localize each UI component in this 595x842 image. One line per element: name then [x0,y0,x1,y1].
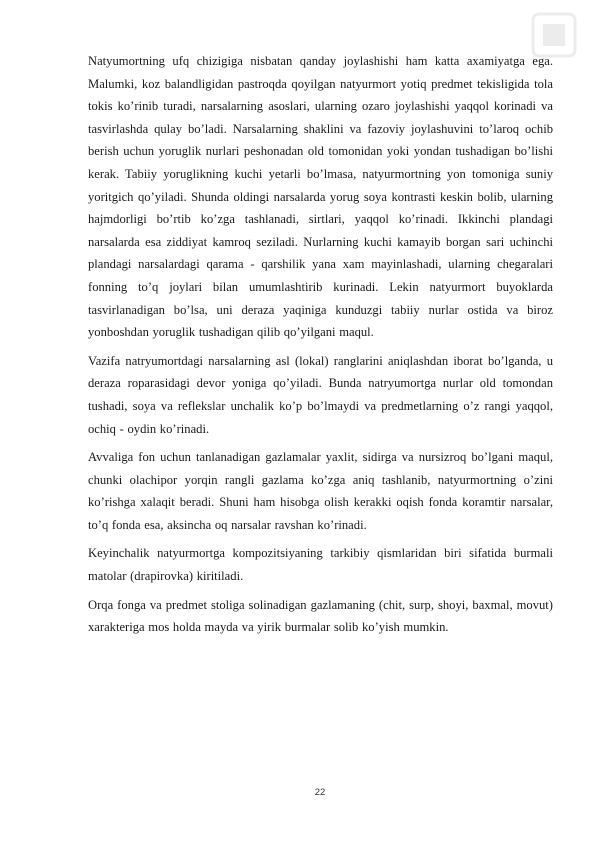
paragraph-3: Avvaliga fon uchun tanlanadigan gazlamalar yaxlit, sidirga va nursizroq bo’lgani maqul, chunki olachipor yorqin rangli gazlama ko’zga aniq tashlanib, natyurmortning o’zini ko’rishga xalaqit beradi. Shuni ham hisobga olish kerakki oqish fonda koramtir narsalar, to’q fonda esa, aksincha oq narsalar ravshan ko’rinadi. [88,450,553,532]
paragraph-2: Vazifa natryumortdagi narsalarning asl (lokal) ranglarini aniqlashdan iborat bo’lganda, u deraza roparasidagi devor yoniga qo’yiladi. Bunda natryumortga nurlar old tomondan tushadi, soya va reflekslar unchalik ko’p bo’lmaydi va predmetlarning o’z rangi yaqqol, ochiq - oydin ko’rinadi. [88,353,553,436]
paragraph-5: Orqa fonga va predmet stoliga solinadigan gazlamaning (chit, surp, shoyi, baxmal, movut) xarakteriga mos holda mayda va yirik burmalar solib ko’yish mumkin. [88,597,553,635]
page-number: 22 [314,787,326,798]
paragraph-4: Keyinchalik natyurmortga kompozitsiyaning tarkibiy qismlaridan biri sifatida burmali matolar (drapirovka) kiritiladi. [88,546,553,584]
document-page [88,50,553,645]
paragraph-1: Natyumortning ufq chizigiga nisbatan qanday joylashishi ham katta axamiyatga ega. Malumki, koz balandligidan pastroqda qoyilgan natyurmort yotiq predmet tekisligida tola tokis ko’rinib turadi, narsalarning asoslari, ularning ozaro joylashishi yaqqol korinadi va tasvirlashda qulay bo’ladi. Narsalarning shaklini va fazoviy joylashuvini to’laroq ochib berish uchun yoruglik nurlari peshonadan old tomonidan yoki yondan tushadigan bo’lishi kerak. Tabiiy yoruglikning kuchi yetarli bo’lmasa, natyurmortning yon tomoniga suniy yoritgich qo’yiladi. Shunda oldingi narsalarda yorug soya kontrasti keskin bolib, ularning hajmdorligi bo’rtib ko’zga tashlanadi, sirtlari, yaqqol ko’rinadi. Ikkinchi plandagi narsalarda esa ziddiyat kamroq seziladi. Nurlarning kuchi kamayib borgan sari uchinchi plandagi narsalardagi qarama - qarshilik yana xam mayinlashadi, ularning chegaralari fonning to’q joylari bilan umumlashtirib kurinadi. Lekin natyurmort buyoklarda tasvirlanadigan bo’lsa, uni deraza yaqiniga kunduzgi tabiiy nurlar ostida va biroz yonboshdan yoruglik tushadigan qilib qo’yilgani maqul. [88,54,553,340]
